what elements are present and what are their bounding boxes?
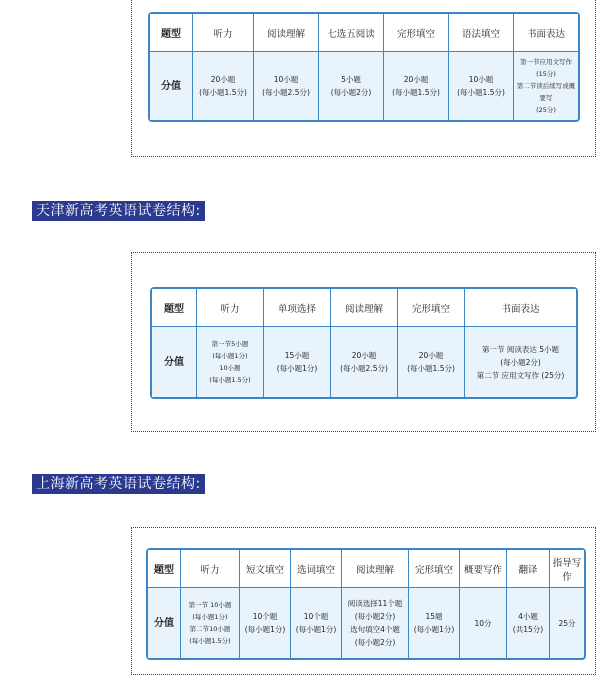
shanghai-header-summary: 概要写作: [460, 550, 507, 588]
shanghai-cell-listening: [181, 588, 240, 658]
cell-line: 第一节应用文写作: [520, 58, 572, 66]
tianjin-header-cloze: 完形填空: [398, 289, 465, 327]
cell-line: 第一节 阅读表达 5小题: [481, 344, 560, 354]
tianjin-cell-listening: [197, 327, 264, 397]
cell-line: 20小题: [351, 351, 377, 360]
shanghai-header-guided-writing: 指导写作: [550, 550, 584, 588]
shanghai-cell-reading: [342, 588, 409, 658]
cell-line: (每小题1分): [413, 625, 455, 634]
cell-line: (每小题1.5分): [407, 364, 455, 373]
cell-line: 4小题: [518, 612, 538, 621]
cell-line: (每小题2分): [330, 88, 372, 97]
cell-line: 10分: [474, 618, 492, 628]
table1-cell-cloze: [384, 52, 449, 120]
table1-header-writing: 书面表达: [514, 14, 578, 52]
cell-line: 10小题: [219, 364, 241, 372]
cell-line: 第二节 应用文写作 (25分): [476, 370, 565, 380]
cell-line: (每小题1.5分): [189, 637, 231, 645]
tianjin-cell-writing: [465, 327, 576, 397]
shanghai-header-passage-fill: 短文填空: [240, 550, 291, 588]
table1-header-reading: 阅读理解: [254, 14, 319, 52]
cell-line: (每小题1分): [276, 364, 318, 373]
cell-line: 第一节5小题: [211, 340, 249, 348]
shanghai-section-heading: 上海新高考英语试卷结构:: [32, 474, 205, 494]
cell-line: (25分): [536, 106, 556, 114]
cell-line: 10小题: [468, 75, 494, 84]
shanghai-header-translation: 翻译: [507, 550, 550, 588]
cell-line: 10小题: [273, 75, 299, 84]
shanghai-cell-word-fill: [291, 588, 342, 658]
cell-line: (每小题2.5分): [262, 88, 310, 97]
cell-line: (每小题2分): [354, 638, 396, 647]
tianjin-section-heading: 天津新高考英语试卷结构:: [32, 201, 205, 221]
cell-line: (共15分): [512, 625, 544, 634]
cell-line: (每小题1.5分): [209, 376, 251, 384]
cell-line: 阅读选择11个题: [347, 599, 403, 608]
tianjin-header-writing: 书面表达: [465, 289, 576, 327]
cell-line: 10个题: [252, 612, 278, 621]
table1-cell-listening: [193, 52, 254, 120]
cell-line: (每小题2分): [500, 357, 541, 367]
cell-line: (每小题1分): [295, 625, 337, 634]
cell-line: 20小题: [403, 75, 429, 84]
table1-cell-seven-five: [319, 52, 384, 120]
shanghai-cell-summary: [460, 588, 507, 658]
cell-line: (每小题2.5分): [340, 364, 388, 373]
shanghai-header-listening: 听力: [181, 550, 240, 588]
tianjin-cell-single-choice: [264, 327, 331, 397]
exam-structure-table-1: [148, 12, 580, 122]
cell-line: 15题: [425, 612, 443, 621]
shanghai-cell-guided-writing: [550, 588, 584, 658]
cell-line: 第二节10小题: [189, 625, 231, 633]
shanghai-header-reading: 阅读理解: [342, 550, 409, 588]
cell-line: 第二节读后续写或概要写: [516, 82, 576, 102]
cell-line: (每小题1分): [244, 625, 286, 634]
cell-line: 第一节 10小题: [188, 601, 232, 609]
tianjin-cell-cloze: [398, 327, 465, 397]
shanghai-cell-translation: [507, 588, 550, 658]
table1-row-label: 分值: [150, 52, 193, 120]
cell-line: (每小题1分): [212, 352, 248, 360]
exam-structure-table-tianjin: [150, 287, 578, 399]
table1-header-seven-five: 七选五阅读: [319, 14, 384, 52]
cell-line: 20小题: [210, 75, 236, 84]
tianjin-header-single-choice: 单项选择: [264, 289, 331, 327]
cell-line: 选句填空4个题: [350, 625, 400, 634]
cell-line: (每小题1.5分): [457, 88, 505, 97]
table1-cell-grammar: [449, 52, 514, 120]
tianjin-header-reading: 阅读理解: [331, 289, 398, 327]
shanghai-row-label: 分值: [148, 588, 181, 658]
tianjin-header-type: 题型: [152, 289, 197, 327]
exam-structure-table-shanghai: [146, 548, 586, 660]
cell-line: (15分): [536, 70, 556, 78]
table1-header-cloze: 完形填空: [384, 14, 449, 52]
cell-line: 20小题: [418, 351, 444, 360]
table1-cell-writing: [514, 52, 578, 120]
table1-header-listening: 听力: [193, 14, 254, 52]
table1-header-grammar: 语法填空: [449, 14, 514, 52]
shanghai-header-cloze: 完形填空: [409, 550, 460, 588]
cell-line: (每小题1.5分): [392, 88, 440, 97]
shanghai-header-word-fill: 选词填空: [291, 550, 342, 588]
cell-line: (每小题1分): [192, 613, 228, 621]
cell-line: 10个题: [303, 612, 329, 621]
shanghai-header-type: 题型: [148, 550, 181, 588]
table1-header-type: 题型: [150, 14, 193, 52]
table1-cell-reading: [254, 52, 319, 120]
tianjin-row-label: 分值: [152, 327, 197, 397]
cell-line: 25分: [558, 618, 576, 628]
shanghai-cell-cloze: [409, 588, 460, 658]
tianjin-header-listening: 听力: [197, 289, 264, 327]
tianjin-cell-reading: [331, 327, 398, 397]
cell-line: 15小题: [284, 351, 310, 360]
cell-line: 5小题: [341, 75, 361, 84]
cell-line: (每小题1.5分): [199, 88, 247, 97]
shanghai-cell-passage-fill: [240, 588, 291, 658]
cell-line: (每小题2分): [354, 612, 396, 621]
